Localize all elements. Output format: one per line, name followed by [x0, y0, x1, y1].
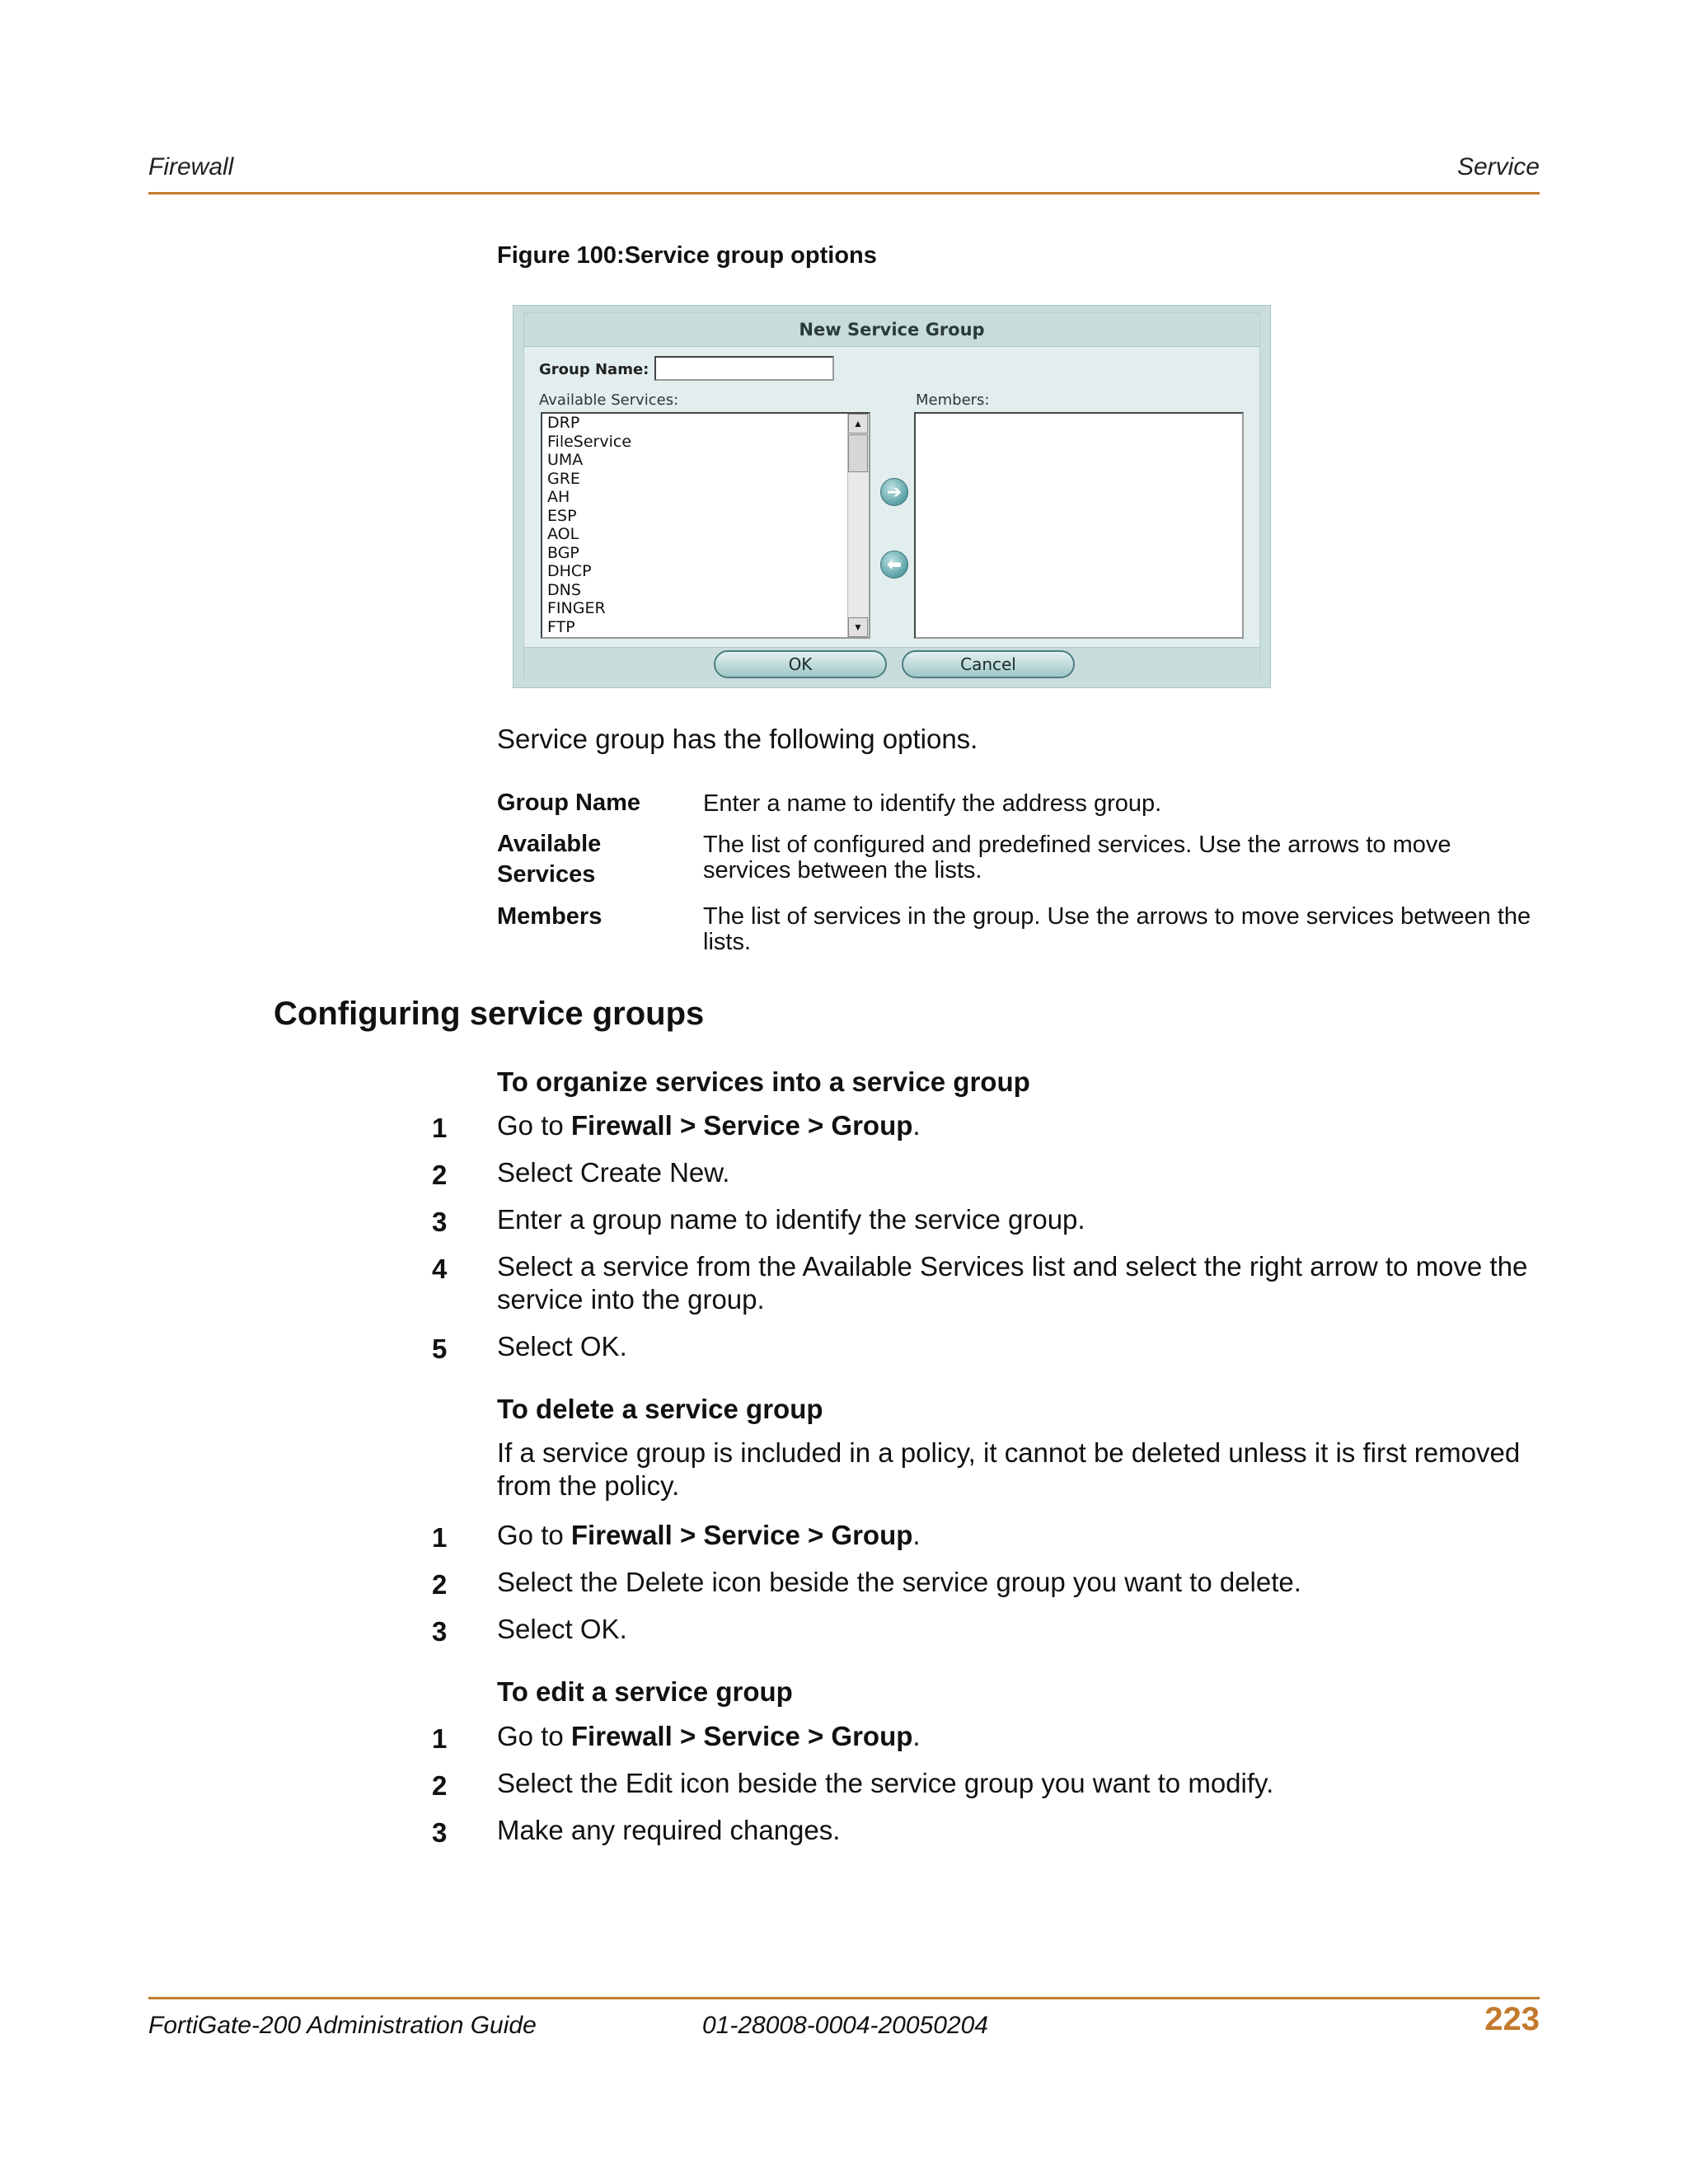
list-item[interactable]: AOL	[547, 525, 579, 543]
step-number: 1	[432, 1522, 448, 1553]
step-number: 2	[432, 1770, 448, 1801]
option-name: Members	[497, 903, 603, 930]
group-name-input[interactable]	[654, 356, 834, 381]
dialog-title: New Service Group	[524, 313, 1259, 347]
available-list-scrollbar[interactable]	[847, 414, 869, 637]
procedure-title: To delete a service group	[497, 1394, 823, 1424]
step-text: Select OK.	[497, 1331, 627, 1361]
option-description: The list of configured and predefined services. Use the arrows to move services between the lists.	[703, 832, 1451, 883]
step-text: Go to Firewall > Service > Group.	[497, 1721, 921, 1751]
procedure-title: To edit a service group	[497, 1676, 793, 1707]
list-item[interactable]: FileService	[547, 432, 632, 451]
dialog-button-bar	[524, 647, 1259, 681]
step-text: Select Create New.	[497, 1157, 730, 1188]
members-list[interactable]	[914, 412, 1244, 639]
list-item[interactable]: BGP	[547, 543, 579, 562]
step-text: Go to Firewall > Service > Group.	[497, 1110, 921, 1141]
step-text: Select OK.	[497, 1614, 627, 1644]
step-text: Select a service from the Available Services list and select the right arrow to move the service into the group.	[497, 1251, 1528, 1315]
procedure-title: To organize services into a service group	[497, 1066, 1030, 1097]
list-item[interactable]: ESP	[547, 506, 577, 525]
step-text: Enter a group name to identify the service group.	[497, 1204, 1085, 1235]
footer-guide-title: FortiGate-200 Administration Guide	[148, 2012, 537, 2039]
figure-caption: Figure 100:Service group options	[497, 242, 877, 269]
header-rule	[148, 192, 1540, 194]
footer-rule	[148, 1997, 1540, 1999]
list-item[interactable]: DHCP	[547, 562, 592, 580]
step-number: 3	[432, 1207, 448, 1237]
list-item[interactable]: DRP	[547, 414, 580, 432]
move-left-arrow-icon[interactable]: ⬅	[880, 551, 908, 579]
footer-doc-number: 01-28008-0004-20050204	[702, 2012, 988, 2039]
step-text: Go to Firewall > Service > Group.	[497, 1520, 921, 1550]
ok-button[interactable]: OK	[714, 650, 887, 678]
list-item[interactable]: UMA	[547, 451, 584, 469]
option-name: Group Name	[497, 790, 641, 816]
header-chapter: Firewall	[148, 153, 234, 180]
list-item[interactable]: GRE	[547, 469, 580, 488]
step-number: 4	[432, 1254, 448, 1284]
dialog-screenshot	[513, 305, 1271, 688]
step-number: 3	[432, 1817, 448, 1848]
cancel-button[interactable]: Cancel	[902, 650, 1075, 678]
new-service-group-dialog	[523, 312, 1260, 679]
list-item[interactable]: FTP	[547, 617, 575, 636]
step-text: Make any required changes.	[497, 1815, 841, 1845]
move-right-arrow-icon[interactable]: ➔	[880, 478, 908, 506]
step-number: 3	[432, 1616, 448, 1647]
step-number: 2	[432, 1160, 448, 1190]
available-services-list[interactable]	[541, 412, 870, 639]
nav-path: Firewall > Service > Group	[570, 1110, 913, 1141]
header-section: Service	[1456, 153, 1540, 180]
option-name: Available Services	[497, 831, 602, 888]
list-item[interactable]: DNS	[547, 580, 581, 599]
options-intro: Service group has the following options.	[497, 724, 978, 754]
members-label: Members:	[916, 391, 990, 409]
group-name-label: Group Name:	[539, 361, 649, 378]
section-heading: Configuring service groups	[274, 996, 705, 1032]
nav-path: Firewall > Service > Group	[570, 1520, 913, 1550]
step-text: Select the Delete icon beside the service group you want to delete.	[497, 1567, 1301, 1597]
scroll-up-icon[interactable]: ▲	[848, 414, 868, 434]
option-description: The list of services in the group. Use the arrows to move services between the lists.	[703, 903, 1531, 955]
list-item[interactable]: FINGER	[547, 599, 606, 617]
scroll-thumb[interactable]	[848, 434, 868, 472]
step-number: 1	[432, 1113, 448, 1143]
nav-path: Firewall > Service > Group	[570, 1721, 913, 1751]
step-text: Select the Edit icon beside the service group you want to modify.	[497, 1768, 1274, 1798]
option-description: Enter a name to identify the address group.	[703, 790, 1162, 817]
step-number: 2	[432, 1569, 448, 1600]
available-services-label: Available Services:	[539, 391, 679, 409]
list-item[interactable]: AH	[547, 488, 570, 506]
procedure-intro: If a service group is included in a policy, it cannot be deleted unless it is first removed from the policy.	[497, 1437, 1521, 1501]
step-number: 1	[432, 1723, 448, 1754]
scroll-down-icon[interactable]: ▼	[848, 617, 868, 637]
page-number: 223	[1484, 2001, 1540, 2037]
step-number: 5	[432, 1333, 448, 1364]
